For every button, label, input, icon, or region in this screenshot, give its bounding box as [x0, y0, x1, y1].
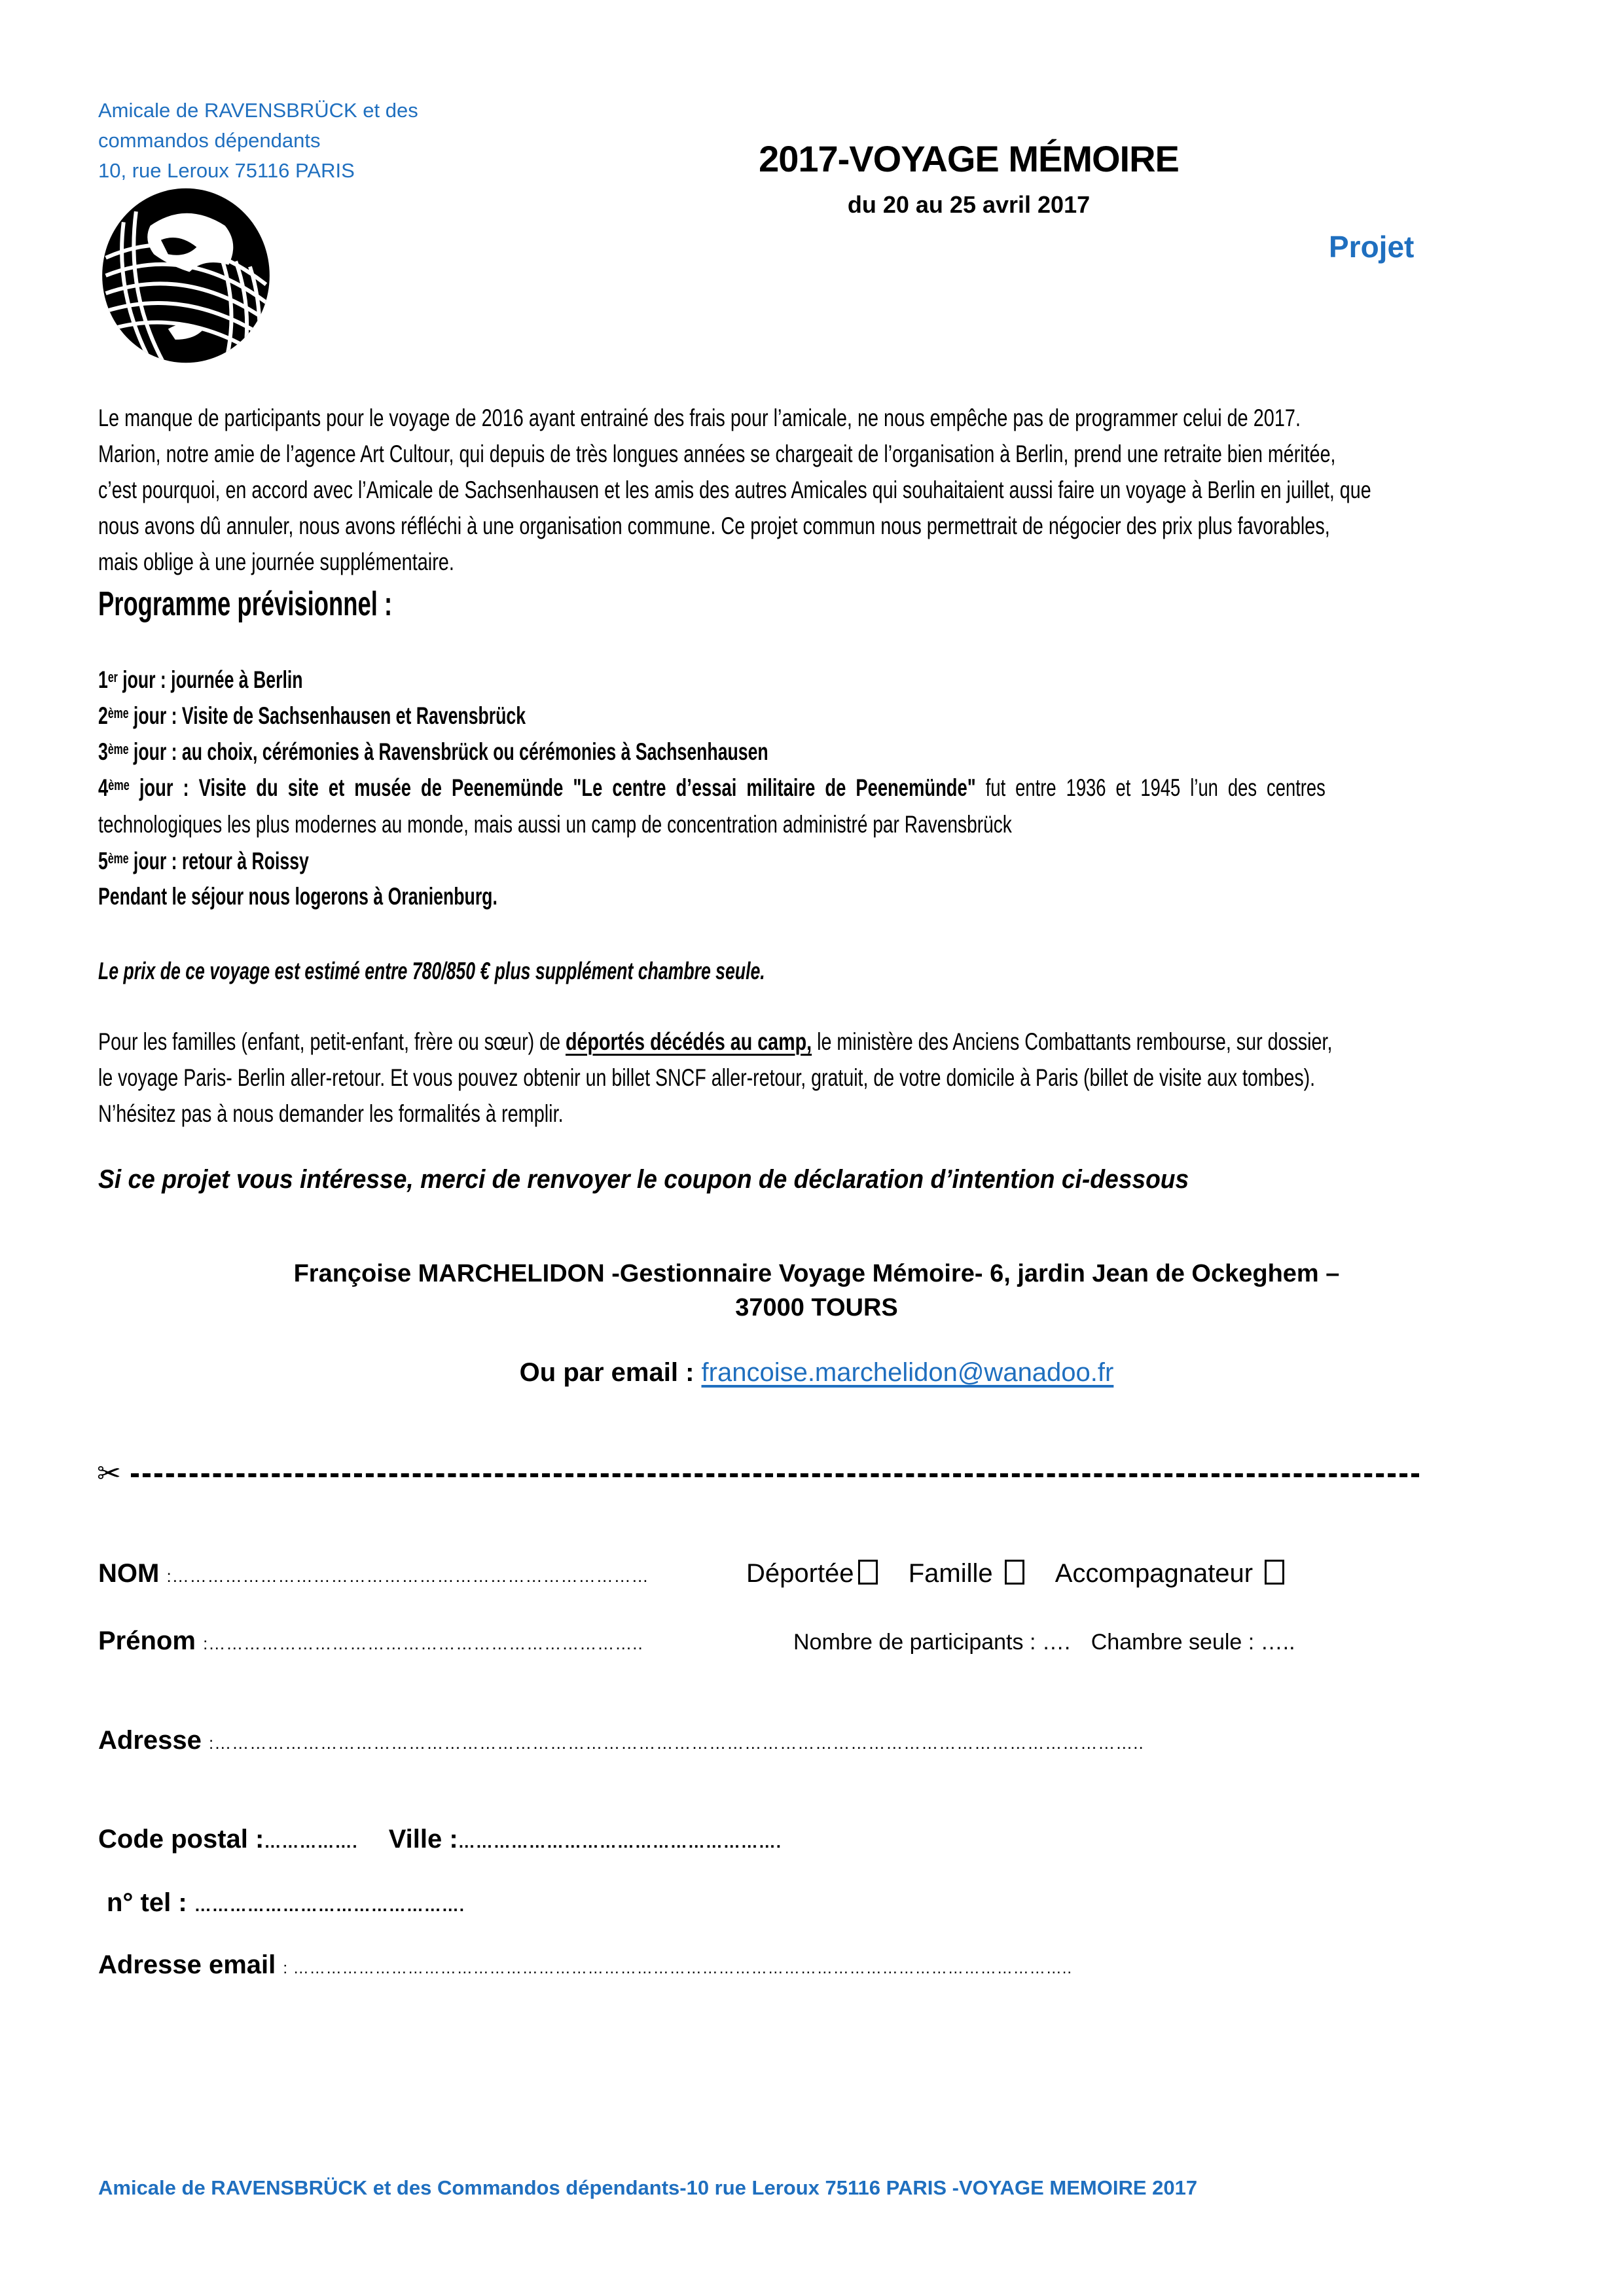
intro-line: Marion, notre amie de l’agence Art Cultour, qui depuis de très longues années se chargeait de l’organisation à Berlin, prend une retraite bien méritée, [98, 440, 1336, 467]
page-footer: Amicale de RAVENSBRÜCK et des Commandos dépendants-10 rue Leroux 75116 PARIS -VOYAGE MEMOIRE 2017 [98, 2176, 1198, 2199]
email-row [98, 1358, 1535, 1388]
families-line: N’hésitez pas à nous demander les formalités à remplir. [98, 1100, 564, 1127]
option-deportee-label: Déportée [746, 1559, 854, 1588]
trip-dates: du 20 au 25 avril 2017 [847, 191, 1091, 218]
programme-day: 3ème jour : au choix, cérémonies à Ravensbrück ou cérémonies à Sachsenhausen [98, 738, 768, 765]
form-row-email [98, 1950, 1072, 1980]
form-row-adresse [98, 1726, 1144, 1755]
status-options [746, 1559, 1284, 1588]
ville-field[interactable]: ………………………………………………. [458, 1832, 782, 1852]
participants-row [793, 1630, 1295, 1655]
woman-embracing-globe-logo-icon [97, 187, 275, 365]
participants-field[interactable]: Nombre de participants : …. [793, 1630, 1071, 1655]
code-postal-label: Code postal : [98, 1825, 264, 1854]
email-label: Ou par email : [519, 1358, 702, 1387]
contact-address [98, 1257, 1535, 1325]
single-room-field[interactable]: Chambre seule : ….. [1091, 1630, 1295, 1655]
programme-day-continuation: technologiques les plus modernes au monde, mais aussi un camp de concentration administré par Ravensbrück [98, 811, 1012, 838]
intro-line: mais oblige à une journée supplémentaire. [98, 548, 454, 575]
option-accompagnateur-label: Accompagnateur [1055, 1559, 1254, 1588]
form-row-nom [98, 1559, 649, 1588]
page-title: 2017-VOYAGE MÉMOIRE [759, 138, 1179, 179]
prenom-field[interactable]: :……………………………………………………………….. [203, 1634, 643, 1653]
code-postal-field[interactable]: ……………. [264, 1832, 358, 1852]
form-row-tel [107, 1888, 465, 1918]
tel-label: n° tel : [107, 1888, 187, 1917]
status-label: Projet [1329, 230, 1415, 264]
contact-line: 37000 TOURS [735, 1294, 898, 1321]
call-to-action: Si ce projet vous intéresse, merci de renvoyer le coupon de déclaration d’intention ci-dessous [98, 1165, 1189, 1194]
ville-label: Ville : [388, 1825, 458, 1854]
families-line: Pour les familles (enfant, petit-enfant, frère ou sœur) de déportés décédés au camp, le ministère des Anciens Combattants rembourse, sur dossier, [98, 1028, 1333, 1055]
lodging-note: Pendant le séjour nous logerons à Oranienburg. [98, 883, 497, 910]
cut-line [97, 1458, 1419, 1490]
adresse-label: Adresse [98, 1726, 202, 1755]
email-field[interactable]: : …………………………………………………………………………………………………………………………….. [283, 1960, 1073, 1977]
deported-emphasis: déportés décédés au camp, [566, 1028, 812, 1055]
checkbox-deportee[interactable] [858, 1560, 878, 1585]
dashed-divider [131, 1473, 1419, 1477]
intro-line: c’est pourquoi, en accord avec l’Amicale de Sachsenhausen et les amis des autres Amicales qui souhaitaient aussi faire un voyage à Berlin en juillet, que [98, 476, 1371, 503]
form-row-prenom [98, 1626, 643, 1656]
families-line: le voyage Paris- Berlin aller-retour. Et vous pouvez obtenir un billet SNCF aller-retour, gratuit, de votre domicile à Paris (billet de visite aux tombes). [98, 1064, 1316, 1091]
price-estimate: Le prix de ce voyage est estimé entre 780/850 € plus supplément chambre seule. [98, 958, 765, 984]
form-row-code-postal [98, 1825, 782, 1854]
programme-day: 5ème jour : retour à Roissy [98, 848, 309, 874]
programme-day: 4ème jour : Visite du site et musée de Peenemünde "Le centre d’essai militaire de Peenemünde" fut entre 1936 et 1945 l’un des centres [98, 774, 1326, 801]
option-famille-label: Famille [908, 1559, 993, 1588]
org-line: Amicale de RAVENSBRÜCK et des [98, 99, 418, 122]
prenom-label: Prénom [98, 1626, 196, 1655]
intro-line: nous avons dû annuler, nous avons réfléchi à une organisation commune. Ce projet commun nous permettrait de négocier des prix plus favorables, [98, 512, 1330, 539]
org-line: commandos dépendants [98, 129, 321, 152]
programme-day: 1er jour : journée à Berlin [98, 666, 303, 693]
email-form-label: Adresse email [98, 1950, 276, 1979]
intro-line: Le manque de participants pour le voyage de 2016 ayant entrainé des frais pour l’amicale, ne nous empêche pas de programmer celui de 2017. [98, 404, 1301, 431]
adresse-field[interactable]: :………………………………………………………………………………………………………………………………………….. [209, 1733, 1144, 1753]
programme-heading: Programme prévisionnel : [98, 585, 393, 623]
checkbox-famille[interactable] [1005, 1560, 1024, 1585]
scissors-icon: ✂ [97, 1458, 121, 1490]
checkbox-accompagnateur[interactable] [1265, 1560, 1284, 1585]
nom-label: NOM [98, 1559, 160, 1588]
programme-day: 2ème jour : Visite de Sachsenhausen et Ravensbrück [98, 702, 526, 729]
tel-field[interactable]: ………………………………………. [194, 1895, 465, 1915]
org-line: 10, rue Leroux 75116 PARIS [98, 159, 355, 182]
contact-line: Françoise MARCHELIDON -Gestionnaire Voyage Mémoire- 6, jardin Jean de Ockeghem – [293, 1260, 1340, 1287]
nom-field[interactable]: :……………………………………………………………………… [166, 1566, 649, 1586]
email-link[interactable]: francoise.marchelidon@wanadoo.fr [701, 1358, 1114, 1387]
organization-address [98, 96, 418, 186]
